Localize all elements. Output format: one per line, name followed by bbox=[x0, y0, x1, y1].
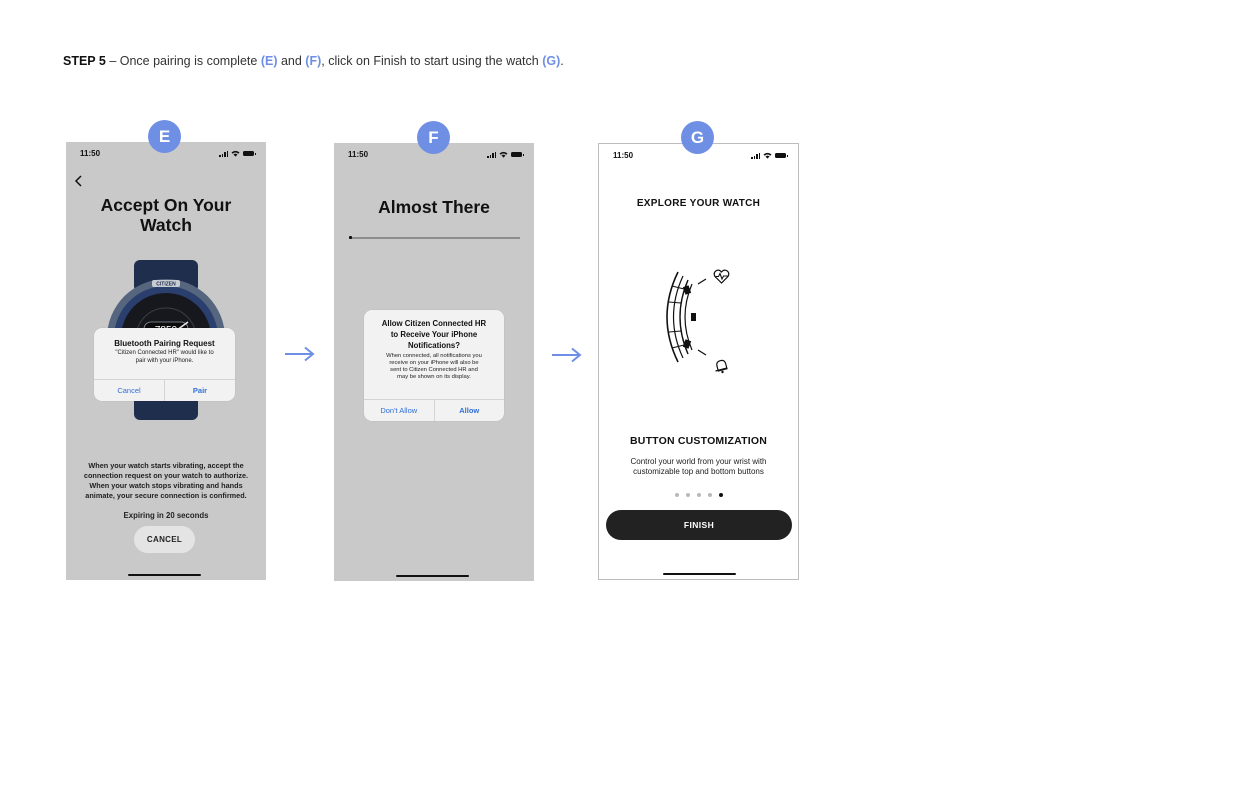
page-title: Almost There bbox=[378, 197, 490, 217]
page-dot bbox=[719, 493, 723, 497]
status-icons bbox=[487, 151, 522, 158]
finish-button[interactable]: FINISH bbox=[606, 510, 792, 540]
notifications-alert bbox=[364, 310, 504, 421]
wifi-icon bbox=[231, 150, 240, 157]
step-label: STEP 5 bbox=[63, 54, 106, 68]
instructions-body: When your watch starts vibrating, accept the connection request on your watch to authorize. When your watch stops vibrating and hands animate, your secure connection is confirmed. bbox=[83, 461, 249, 500]
dont-allow-button[interactable]: Don't Allow bbox=[380, 406, 418, 415]
section-description: Control your world from your wrist with customizable top and bottom buttons bbox=[630, 457, 767, 476]
battery-icon bbox=[775, 153, 786, 158]
page-dot bbox=[708, 493, 712, 497]
watch-brand: CITIZEN bbox=[156, 281, 176, 288]
signal-icon bbox=[219, 151, 228, 157]
battery-icon bbox=[511, 152, 522, 157]
status-time: 11:50 bbox=[613, 151, 634, 160]
arrow-right-icon bbox=[284, 346, 316, 362]
screen-e bbox=[66, 142, 266, 580]
battery-icon bbox=[243, 151, 254, 156]
alert-message: "Citizen Connected HR" would like to pair with your iPhone. bbox=[115, 350, 214, 364]
badge-f: F bbox=[417, 121, 450, 154]
status-time: 11:50 bbox=[348, 150, 369, 159]
alert-title: Allow Citizen Connected HR to Receive Your iPhone Notifications? bbox=[381, 319, 487, 350]
page-indicator bbox=[599, 493, 798, 497]
screen-f bbox=[334, 143, 534, 581]
home-indicator bbox=[128, 574, 201, 577]
badge-e: E bbox=[148, 120, 181, 153]
page-dot bbox=[686, 493, 690, 497]
progress-fill bbox=[349, 236, 352, 239]
screen-g bbox=[598, 143, 799, 580]
arrow-right-icon bbox=[551, 347, 583, 363]
progress-track bbox=[349, 237, 520, 239]
instruction-text: STEP 5 – Once pairing is complete (E) and (F), click on Finish to start using the watch (G). bbox=[63, 54, 564, 68]
alert-cancel-button[interactable]: Cancel bbox=[117, 386, 141, 395]
page-dot bbox=[697, 493, 701, 497]
notification-icon bbox=[713, 357, 730, 374]
home-indicator bbox=[663, 573, 736, 576]
alert-message: When connected, all notifications you receive on your iPhone will also be sent to Citizen Connected HR and may be shown on its display. bbox=[386, 353, 482, 380]
wifi-icon bbox=[499, 151, 508, 158]
badge-g: G bbox=[681, 121, 714, 154]
status-icons bbox=[219, 150, 254, 157]
page-title: Accept On Your Watch bbox=[100, 195, 232, 235]
watch-buttons-illustration bbox=[664, 262, 744, 372]
signal-icon bbox=[751, 153, 760, 159]
back-chevron-icon[interactable] bbox=[74, 175, 84, 187]
cancel-button[interactable]: CANCEL bbox=[134, 526, 195, 553]
ref-g: (G) bbox=[542, 54, 561, 68]
status-time: 11:50 bbox=[80, 149, 101, 158]
bluetooth-pairing-alert bbox=[94, 328, 235, 401]
page-title: EXPLORE YOUR WATCH bbox=[636, 198, 761, 209]
ref-e: (E) bbox=[260, 54, 278, 68]
status-icons bbox=[751, 152, 786, 159]
signal-icon bbox=[487, 152, 496, 158]
alert-title: Bluetooth Pairing Request bbox=[114, 339, 215, 348]
allow-button[interactable]: Allow bbox=[434, 400, 505, 421]
heart-rate-icon bbox=[713, 268, 730, 285]
ref-f: (F) bbox=[305, 54, 322, 68]
wifi-icon bbox=[763, 152, 772, 159]
section-heading: BUTTON CUSTOMIZATION bbox=[630, 435, 767, 447]
home-indicator bbox=[396, 575, 469, 578]
expiring-text: Expiring in 20 seconds bbox=[123, 511, 209, 520]
alert-pair-button[interactable]: Pair bbox=[164, 380, 235, 401]
page-dot bbox=[675, 493, 679, 497]
